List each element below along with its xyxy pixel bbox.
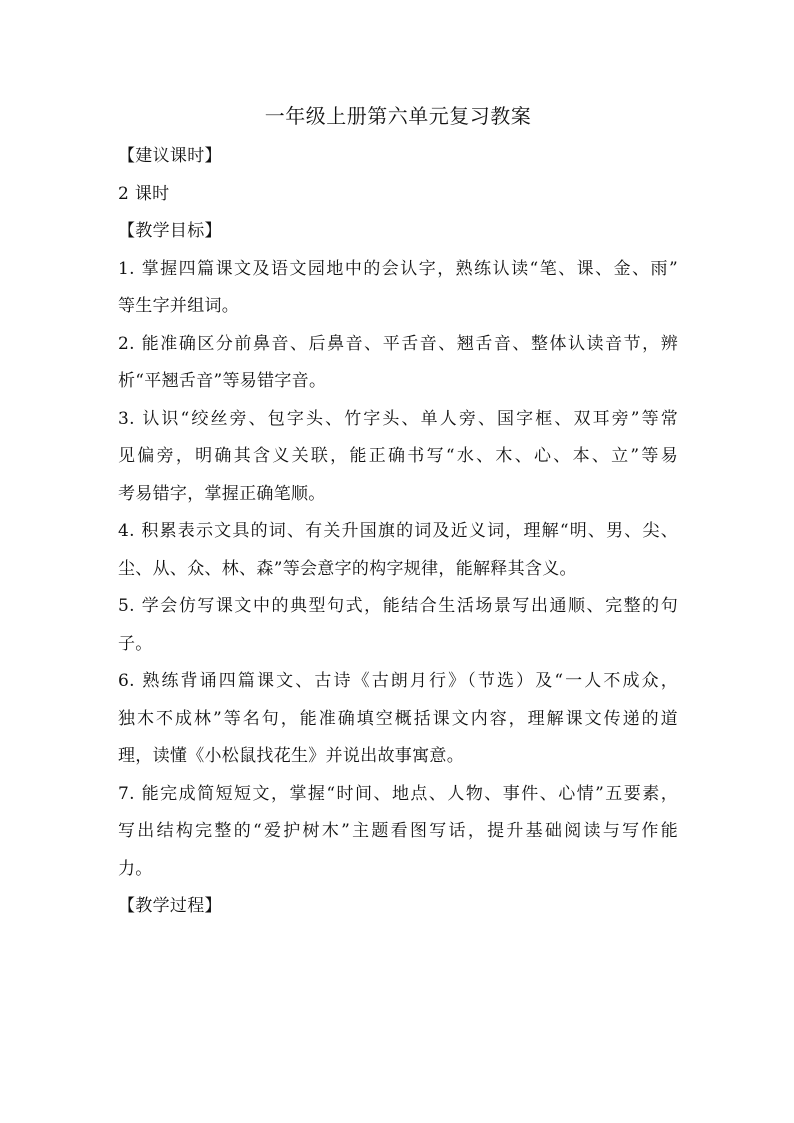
objective-line: 5. 学会仿写课文中的典型句式，能结合生活场景写出通顺、完整的句 bbox=[118, 596, 678, 616]
objective-line: 7. 能完成简短短文，掌握“时间、地点、人物、事件、心情”五要素， bbox=[118, 783, 678, 804]
objective-2 bbox=[118, 326, 678, 401]
objective-line: 见偏旁，明确其含义关联，能正确书写“水、木、心、本、立”等易 bbox=[118, 446, 678, 466]
objective-1 bbox=[118, 251, 678, 326]
objective-5 bbox=[118, 588, 678, 663]
objective-6 bbox=[118, 663, 678, 776]
objective-line: 6. 熟练背诵四篇课文、古诗《古朗月行》（节选）及“一人不成众， bbox=[118, 671, 678, 691]
objective-3 bbox=[118, 401, 678, 514]
objective-line: 考易错字，掌握正确笔顺。 bbox=[118, 483, 326, 504]
section-heading-teaching-process: 【教学过程】 bbox=[118, 896, 222, 916]
objective-line: 1. 掌握四篇课文及语文园地中的会认字，熟练认读“笔、课、金、雨” bbox=[118, 258, 678, 279]
objective-line: 尘、从、众、林、森”等会意字的构字规律，能解释其含义。 bbox=[118, 558, 577, 579]
objective-line: 理，读懂《小松鼠找花生》并说出故事寓意。 bbox=[118, 746, 464, 766]
objective-line: 子。 bbox=[118, 633, 153, 654]
document-page bbox=[118, 100, 678, 926]
document-title: 一年级上册第六单元复习教案 bbox=[264, 104, 532, 128]
objective-line: 力。 bbox=[118, 858, 153, 879]
suggested-hours-value: 2 课时 bbox=[118, 183, 170, 204]
objective-line: 独木不成林”等名句，能准确填空概括课文内容，理解课文传递的道 bbox=[118, 708, 678, 729]
objective-line: 2. 能准确区分前鼻音、后鼻音、平舌音、翘舌音、整体认读音节，辨 bbox=[118, 333, 678, 354]
objective-line: 等生字并组词。 bbox=[118, 296, 240, 316]
section-heading-teaching-objectives: 【教学目标】 bbox=[118, 221, 222, 241]
objective-line: 析“平翘舌音”等易错字音。 bbox=[118, 371, 327, 391]
section-heading-suggested-hours: 【建议课时】 bbox=[118, 146, 222, 166]
objective-line: 写出结构完整的“爱护树木”主题看图写话，提升基础阅读与写作能 bbox=[118, 821, 678, 841]
objective-7 bbox=[118, 776, 678, 889]
objective-line: 3. 认识“绞丝旁、包字头、竹字头、单人旁、国字框、双耳旁”等常 bbox=[118, 408, 678, 429]
objective-line: 4. 积累表示文具的词、有关升国旗的词及近义词，理解“明、男、尖、 bbox=[118, 521, 678, 541]
objective-4 bbox=[118, 513, 678, 588]
